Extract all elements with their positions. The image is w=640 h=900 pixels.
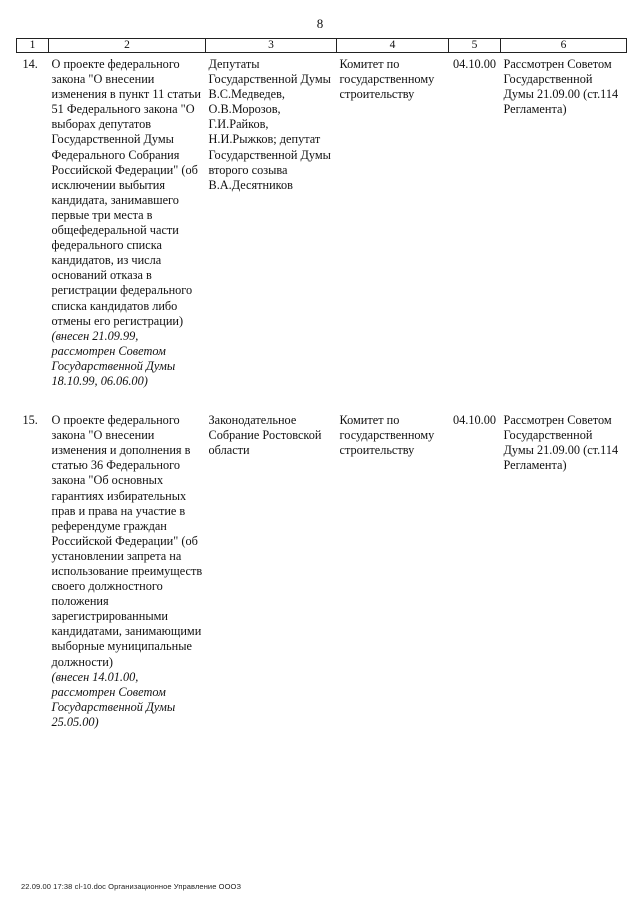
bill-date: 04.10.00 xyxy=(452,57,497,71)
bill-title: О проекте федерального закона "О внесении изменения и дополнения в статью 36 Федерального закона "Об основных гарантиях избирательных прав и права на участие в референдуме граждан Российской Федерации" (об установлении запрета на использование преимуществ своего должностного положения зарегистрированными кандидатами, занимающими выборные муниципальные должности) xyxy=(51,413,203,669)
column-number: 3 xyxy=(206,39,337,53)
document-footer: 22.09.00 17:38 cl-10.doc Организационное Управление ОООЗ xyxy=(21,882,242,891)
row-number: 14. xyxy=(22,57,38,71)
bill-note: (внесен 14.01.00, рассмотрен Советом Государственной Думы 25.05.00) xyxy=(51,669,176,729)
bill-title: О проекте федерального закона "О внесении изменения в пункт 11 статьи 51 Федерального закона "О выборах депутатов Государственной Думы Федерального Собрания Российской Федерации" (об исключении выбытия кандидата, занимавшего первые три места в общефедеральной части федерального списка кандидатов, из числа оснований отказа в регистрации федерального списка кандидатов либо отмены его регистрации) xyxy=(51,57,201,328)
bill-title-cell xyxy=(49,57,206,389)
bill-status: Рассмотрен Советом Государственной Думы 21.09.00 (ст.114 Регламента) xyxy=(503,413,619,473)
column-number: 6 xyxy=(501,39,627,53)
column-number-row xyxy=(17,39,627,53)
column-number: 1 xyxy=(17,39,49,53)
page-number: 8 xyxy=(316,16,324,31)
bill-authors: Депутаты Государственной Думы В.С.Медведев, О.В.Морозов, Г.И.Райков, Н.И.Рыжков; депутат Государственной Думы второго созыва В.А.Десятников xyxy=(208,57,331,192)
bill-committee: Комитет по государственному строительству xyxy=(339,57,435,102)
bill-note: (внесен 21.09.99, рассмотрен Советом Государственной Думы 18.10.99, 06.06.00) xyxy=(51,328,176,388)
table-row xyxy=(17,413,627,730)
bill-authors: Законодательное Собрание Ростовской области xyxy=(208,413,322,458)
bill-committee: Комитет по государственному строительству xyxy=(339,413,435,458)
table-row xyxy=(17,57,627,389)
bill-date: 04.10.00 xyxy=(452,413,497,428)
column-number: 5 xyxy=(449,39,501,53)
column-number: 4 xyxy=(337,39,449,53)
row-number: 15. xyxy=(22,413,38,428)
bill-status: Рассмотрен Советом Государственной Думы 21.09.00 (ст.114 Регламента) xyxy=(503,57,619,117)
column-number: 2 xyxy=(49,39,206,53)
bill-title-cell xyxy=(49,413,206,730)
bills-table xyxy=(16,38,627,730)
